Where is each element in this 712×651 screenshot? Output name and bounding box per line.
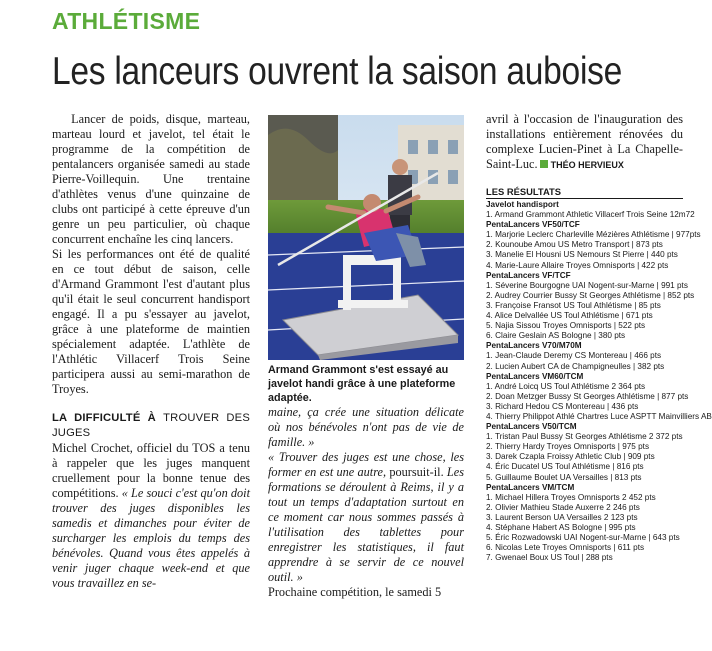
article-column-1 [52,112,250,591]
results-category: Javelot handisport [486,200,559,209]
results-list [486,200,712,563]
quote-continued: maine, ça crée une situation délicate où nos bénévoles n'ont pas de vie de famille. » [268,405,464,449]
results-category: PentaLancers VF/TCF [486,270,571,280]
result-line: 6. Nicolas Lete Troyes Omnisports | 611 pts [486,543,645,553]
results-box [486,186,712,563]
signature-square-icon [540,160,548,168]
result-line: 4. Marie-Laure Allaire Troyes Omnisports | 422 pts [486,260,669,270]
result-line: 2. Lucien Aubert CA de Champigneulles | 382 pts [486,361,665,371]
result-line: 1. Armand Grammont Athletic Villacerf Trois Seine 12m72 [486,210,695,220]
athlete-photo [268,115,464,360]
result-line: 1. Séverine Bourgogne UAI Nogent-sur-Marne | 991 pts [486,280,688,290]
result-line: 2. Kounoube Amou US Metro Transport | 873 pts [486,240,663,250]
result-line: 1. Jean-Claude Deremy CS Montereau | 466 pts [486,351,662,361]
result-line: 4. Stéphane Habert AS Bologne | 995 pts [486,523,636,532]
section-rubric: ATHLÉTISME [52,8,201,34]
subheading: LA DIFFICULTÉ À TROUVER DES JUGES [52,412,250,439]
result-line: 5. Guillaume Boulet UA Versailles | 813 pts [486,472,642,482]
article-column-2 [268,405,464,600]
result-line: 1. André Loicq US Toul Athlétisme 2 364 pts [486,381,646,391]
result-line: 3. Darek Czapla Froissy Athletic Club | 909 pts [486,452,655,462]
result-line: 4. Thierry Philippot Athlé Chartres Luce ASPTT Mainvilliers AB [486,411,712,421]
result-line: 3. Laurent Berson UA Versailles 2 123 pts [486,512,638,522]
results-category: PentaLancers VM60/TCM [486,371,584,381]
results-category: PentaLancers V50/TCM [486,422,577,432]
quote-training: « Trouver des juges est une chose, les former en est une autre, poursuit-il. Les formations se déroulent à Reims, il y a tout un temps d'adaptation surtout en ce moment car nous sommes passés à l'utilisation des tablettes pour enregistrer les statistiques, il faut apprendre à se servir de ce nouvel outil. » [268,450,464,584]
result-line: 2. Doan Metzger Bussy St Georges Athlétisme | 877 pts [486,391,689,401]
next-competition: Prochaine compétition, le samedi 5 [268,585,442,599]
results-title: LES RÉSULTATS [486,186,683,199]
result-line: 2. Audrey Courrier Bussy St Georges Athlétisme | 852 pts [486,290,695,300]
result-line: 5. Najia Sissou Troyes Omnisports | 522 pts [486,321,646,331]
result-line: 4. Éric Ducatel US Toul Athlétisme | 816 pts [486,462,644,472]
result-line: 1. Marjorie Leclerc Charleville Mézières Athlétisme | 977pts [486,230,701,240]
result-line: 2. Thierry Hardy Troyes Omnisports | 975 pts [486,442,650,452]
result-line: 4. Alice Delvallée US Toul Athlétisme | 671 pts [486,311,653,321]
result-line: 7. Gwenael Boux US Toul | 288 pts [486,553,613,563]
author-signature: THÉO HERVIEUX [550,160,624,170]
result-line: 5. Éric Rozwadowski UAI Nogent-sur-Marne | 643 pts [486,533,680,543]
result-line: 1. Tristan Paul Bussy St Georges Athlétisme 2 372 pts [486,432,683,442]
result-line: 3. Manelie El Housni US Nemours St Pierre | 440 pts [486,250,678,260]
headline: Les lanceurs ouvrent la saison auboise [52,50,623,93]
results-category: PentaLancers V70/M70M [486,341,582,351]
article-column-3: avril à l'occasion de l'inauguration des installations entièrement rénovées du complexe Lucien-Pinet à La Chapelle-Saint-Luc. THÉO HERVIEUX [486,112,683,171]
result-line: 3. Françoise Fransot US Toul Athlétisme | 85 pts [486,300,661,310]
result-line: 3. Richard Hedou CS Montereau | 436 pts [486,401,639,411]
paragraph-judges: Michel Crochet, officiel du TOS a tenu à rappeler que les juges manquent cruellement pour la bonne tenue des compétitions. « Le souci c'est qu'on doit trouver des juges disponibles les samedis et dimanches pour éviter de surcharger les emplois du temps des bénévoles. Quand vous êtes appelés à venir juger chaque week-end et que vous travaillez en se- [52,441,250,590]
result-line: 2. Olivier Mathieu Stade Auxerre 2 246 pts [486,502,640,512]
result-line: 1. Michael Hillera Troyes Omnisports 2 452 pts [486,492,656,502]
result-line: 6. Claire Geslain AS Bologne | 380 pts [486,331,626,341]
paragraph-performance: Si les performances ont été de qualité en ce tout début de saison, celle d'Armand Grammont l'est d'autant plus qu'il était le seul concurrent handisport engagé. Il a pu s'essayer au javelot, grâce à une plateforme de maintien spécialement adaptée. L'athlète de l'Athlétic Villacerf Trois Seine participera aussi au semi-marathon de Troyes. [52,247,250,396]
results-category: PentaLancers VF50/TCF [486,220,580,230]
photo-caption: Armand Grammont s'est essayé au javelot handi grâce à une plateforme adaptée. [268,364,456,404]
paragraph-intro: Lancer de poids, disque, marteau, marteau lourd et javelot, tel était le programme de la compétition de pentalancers organisée samedi au stade Pierre-Voillequin. Une trentaine d'athlètes venus d'une quinzaine de clubs ont participé à cette épreuve d'un genre un peu particulier, où chaque concurrent enchaîne les cinq lancers. [52,112,250,246]
results-category: PentaLancers VM/TCM [486,482,575,492]
